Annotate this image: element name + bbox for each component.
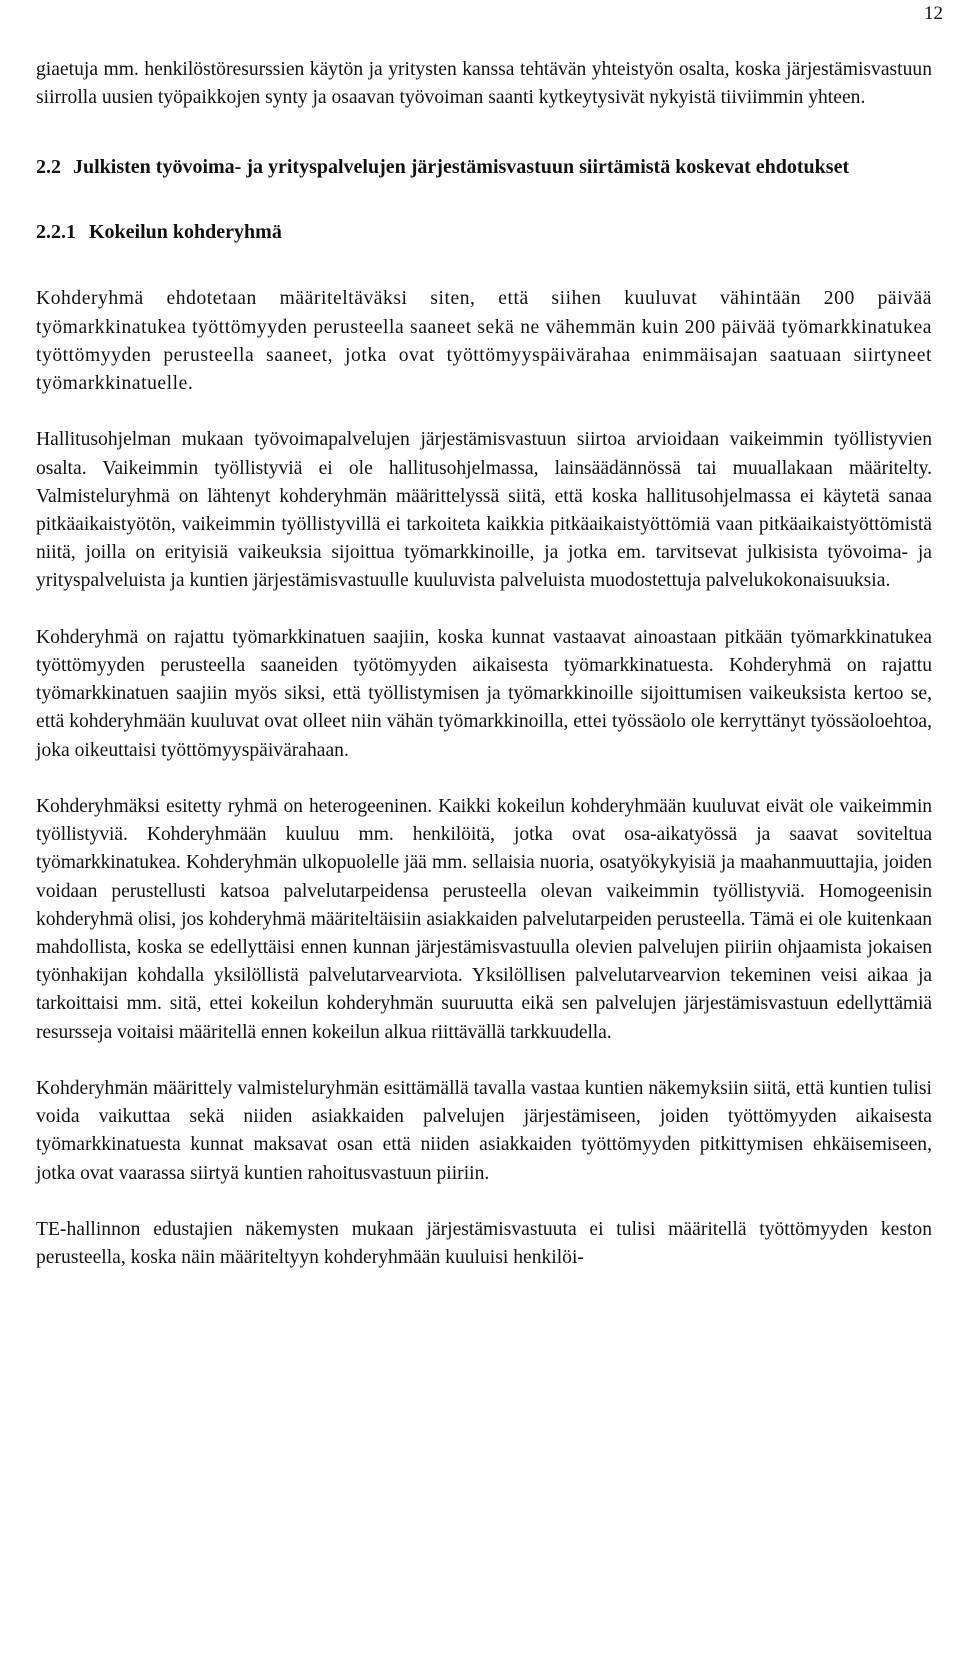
- body-paragraph: Kohderyhmä on rajattu työmarkkinatuen saajiin, koska kunnat vastaavat ainoastaan pitkään työmarkkinatukea työttömyyden perusteella saaneiden työtömyyden aikaisesta työmarkkinatuesta. Kohderyhmä on rajattu työmarkkinatuen saajiin myös siksi, että työllistymisen ja työmarkkinoille sijoittumisen vaikeuksista kertoo se, että kohderyhmään kuuluvat ovat olleet niin vähän työmarkkinoilla, ettei työssäolo ole kerryttänyt työssäoloehtoa, joka oikeuttaisi työttömyyspäivärahaan.: [36, 626, 932, 761]
- section-title: Julkisten työvoima- ja yrityspalvelujen järjestämisvastuun siirtämistä koskevat ehdotukset: [73, 156, 850, 179]
- intro-paragraph: giaetuja mm. henkilöstöresurssien käytön ja yritysten kanssa tehtävän yhteistyön osalta, koska järjestämisvastuun siirrolla uusien työpaikkojen synty ja osaavan työvoiman saanti kytkeytysivät nykyistä tiiviimmin yhteen.: [36, 59, 932, 109]
- subsection-title: Kokeilun kohderyhmä: [89, 220, 282, 243]
- page-number: 12: [924, 3, 943, 24]
- body-paragraph: Hallitusohjelman mukaan työvoimapalvelujen järjestämisvastuun siirtoa arvioidaan vaikeimmin työllistyvien osalta. Vaikeimmin työllistyviä ei ole hallitusohjelmassa, lainsäädännössä tai muuallakaan määritelty. Valmisteluryhmä on lähtenyt kohderyhmän määrittelyssä siitä, että koska hallitusohjelmassa ei käytetä sanaa pitkäaikaistyötön, vaikeimmin työllistyvillä ei tarkoiteta kaikkia pitkäaikaistyöttömiä vaan pitkäaikaistyöttömistä niitä, joilla on erityisiä vaikeuksia sijoittua työmarkkinoille, ja jotka em. tarvitsevat julkisista työvoima- ja yrityspalveluista ja kuntien järjestämisvastuulle kuuluvista palveluista muodostettuja palvelukokonaisuuksia.: [36, 429, 932, 592]
- document-body: [36, 56, 932, 1301]
- body-paragraph: Kohderyhmä ehdotetaan määriteltäväksi siten, että siihen kuuluvat vähintään 200 päivää työmarkkinatukea työttömyyden perusteella saaneet sekä ne vähemmän kuin 200 päivää työmarkkinatukea työttömyyden perusteella saaneet, jotka ovat työttömyyspäivärahaa enimmäisajan saatuaan siirtyneet työmarkkinatuelle.: [36, 288, 932, 395]
- body-paragraph: Kohderyhmän määrittely valmisteluryhmän esittämällä tavalla vastaa kuntien näkemyksiin siitä, että kuntien tulisi voida vaikuttaa sekä niiden asiakkaiden palvelujen järjestämiseen, joiden työttömyyden aikaisesta työmarkkinatuesta kunnat maksavat osan että niiden asiakkaiden työttömyyden pitkittymisen ehkäisemiseen, jotka ovat vaarassa siirtyä kuntien rahoitusvastuun piiriin.: [36, 1078, 932, 1184]
- section-number: 2.2: [36, 156, 61, 179]
- subsection-number: 2.2.1: [36, 220, 76, 243]
- section-heading: [36, 153, 932, 182]
- body-paragraph: Kohderyhmäksi esitetty ryhmä on heterogeeninen. Kaikki kokeilun kohderyhmään kuuluvat eivät ole vaikeimmin työllistyviä. Kohderyhmään kuuluu mm. henkilöitä, jotka ovat osa-aikatyössä ja saavat soviteltua työmarkkinatukea. Kohderyhmän ulkopuolelle jää mm. sellaisia nuoria, osatyökykyisiä ja maahanmuuttajia, joiden voidaan perustellusti katsoa palvelutarpeidensa perusteella olevan vaikeimmin työllistyviä. Homogeenisin kohderyhmä olisi, jos kohderyhmä määriteltäisiin asiakkaiden palvelutarpeiden perusteella. Tämä ei ole kuitenkaan mahdollista, koska se edellyttäisi ennen kunnan järjestämisvastuulla olevien palvelujen piiriin ohjaamista jokaisen työnhakijan kohdalla yksilöllistä palvelutarvearviota. Yksilöllisen palvelutarvearvion tekeminen veisi aikaa ja tarkoittaisi mm. sitä, ettei kokeilun kohderyhmän suuruutta eikä sen palvelujen järjestämisvastuun edellyttämiä resursseja voitaisi määritellä ennen kokeilun alkua riittävällä tarkkuudella.: [36, 796, 932, 1043]
- subsection-heading: [36, 218, 932, 247]
- body-paragraph: TE-hallinnon edustajien näkemysten mukaan järjestämisvastuuta ei tulisi määritellä työttömyyden keston perusteella, koska näin määriteltyyn kohderyhmään kuuluisi henkilöi-: [36, 1219, 932, 1269]
